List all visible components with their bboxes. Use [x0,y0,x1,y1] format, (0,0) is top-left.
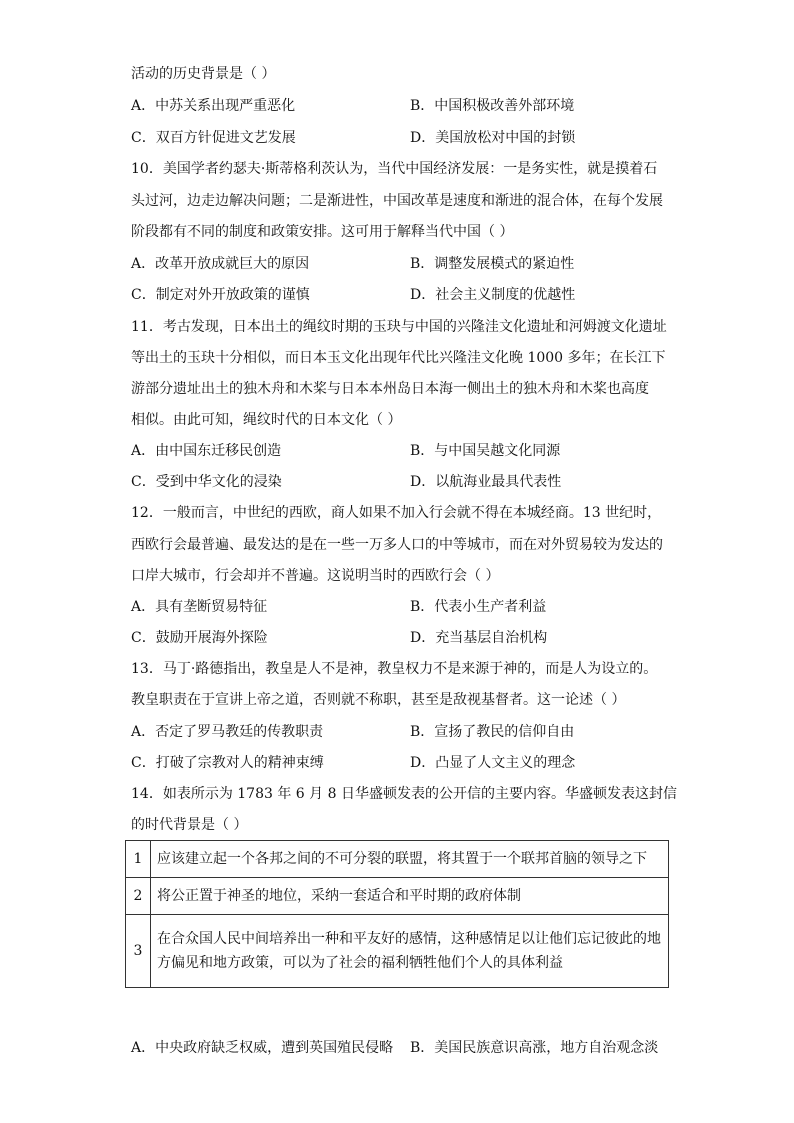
q10-option-a: A．改革开放成就巨大的原因 [131,256,310,272]
table-row-text: 将公正置于神圣的地位，采纳一套适合和平时期的政府体制 [151,878,669,915]
q10-option-c: C．制定对外开放政策的谨慎 [131,287,310,303]
q13-option-a: A．否定了罗马教廷的传教职责 [131,724,324,740]
q11-stem-line: 等出土的玉玦十分相似，而日本玉文化出现年代比兴隆洼文化晚 1000 多年；在长江下 [131,350,666,366]
q14-content-table [125,840,669,988]
q11-option-d: D．以航海业最具代表性 [410,474,562,490]
q11-stem-line: 11．考古发现，日本出土的绳纹时期的玉玦与中国的兴隆洼文化遗址和河姆渡文化遗址 [131,319,667,335]
table-row-number: 3 [126,915,151,988]
q12-option-b: B．代表小生产者利益 [410,599,547,615]
q14-option-b: B．美国民族意识高涨，地方自治观念淡 [410,1040,659,1056]
q10-option-d: D．社会主义制度的优越性 [410,287,576,303]
table-row [126,841,669,878]
table-row [126,878,669,915]
q12-option-d: D．充当基层自治机构 [410,630,548,646]
table-row [126,915,669,988]
q13-stem-line: 教皇职责在于宣讲上帝之道，否则就不称职，甚至是敌视基督者。这一论述（ ） [131,692,626,708]
q12-stem-line: 12．一般而言，中世纪的西欧，商人如果不加入行会就不得在本城经商。13 世纪时， [131,505,662,521]
q12-option-a: A．具有垄断贸易特征 [131,599,268,615]
q10-stem-line: 10．美国学者约瑟夫·斯蒂格利茨认为，当代中国经济发展：一是务实性，就是摸着石 [131,161,658,177]
table-row-text: 在合众国人民中间培养出一种和平友好的感情，这种感情足以让他们忘记彼此的地方偏见和地方政策，可以为了社会的福利牺牲他们个人的具体利益 [151,915,669,988]
q11-option-a: A．由中国东迁移民创造 [131,443,282,459]
q11-stem-line: 相似。由此可知，绳纹时代的日本文化（ ） [131,412,402,428]
q9-option-a: A．中苏关系出现严重恶化 [131,98,296,114]
table-row-number: 2 [126,878,151,915]
q11-option-b: B．与中国吴越文化同源 [410,443,561,459]
q11-stem-line: 游部分遗址出土的独木舟和木桨与日本本州岛日本海一侧出土的独木舟和木桨也高度 [131,381,649,397]
q13-option-d: D．凸显了人文主义的理念 [410,755,576,771]
question-intro-line: 活动的历史背景是（ ） [131,66,276,82]
table-row-number: 1 [126,841,151,878]
q12-stem-line: 西欧行会最普遍、最发达的是在一些一万多人口的中等城市，而在对外贸易较为发达的 [131,537,663,553]
q13-stem-line: 13．马丁·路德指出，教皇是人不是神，教皇权力不是来源于神的，而是人为设立的。 [131,661,658,677]
q12-stem-line: 口岸大城市，行会却并不普遍。这说明当时的西欧行会（ ） [131,568,500,584]
table-row-text: 应该建立起一个各邦之间的不可分裂的联盟，将其置于一个联邦首脑的领导之下 [151,841,669,878]
q10-stem-line: 阶段都有不同的制度和政策安排。这可用于解释当代中国（ ） [131,224,514,240]
q13-option-b: B．宣扬了教民的信仰自由 [410,724,575,740]
q14-stem-line: 的时代背景是（ ） [131,817,248,833]
q12-option-c: C．鼓励开展海外探险 [131,630,268,646]
q10-stem-line: 头过河，边走边解决问题；二是渐进性，中国改革是速度和渐进的混合体，在每个发展 [131,193,663,209]
q14-option-a: A．中央政府缺乏权威，遭到英国殖民侵略 [131,1040,394,1056]
q13-option-c: C．打破了宗教对人的精神束缚 [131,755,324,771]
q9-option-d: D．美国放松对中国的封锁 [410,130,576,146]
q10-option-b: B．调整发展模式的紧迫性 [410,256,575,272]
q9-option-b: B．中国积极改善外部环境 [410,98,575,114]
q14-stem-line: 14．如表所示为 1783 年 6 月 8 日华盛顿发表的公开信的主要内容。华盛顿发表这封信 [131,786,677,802]
q11-option-c: C．受到中华文化的浸染 [131,474,282,490]
q9-option-c: C．双百方针促进文艺发展 [131,130,296,146]
